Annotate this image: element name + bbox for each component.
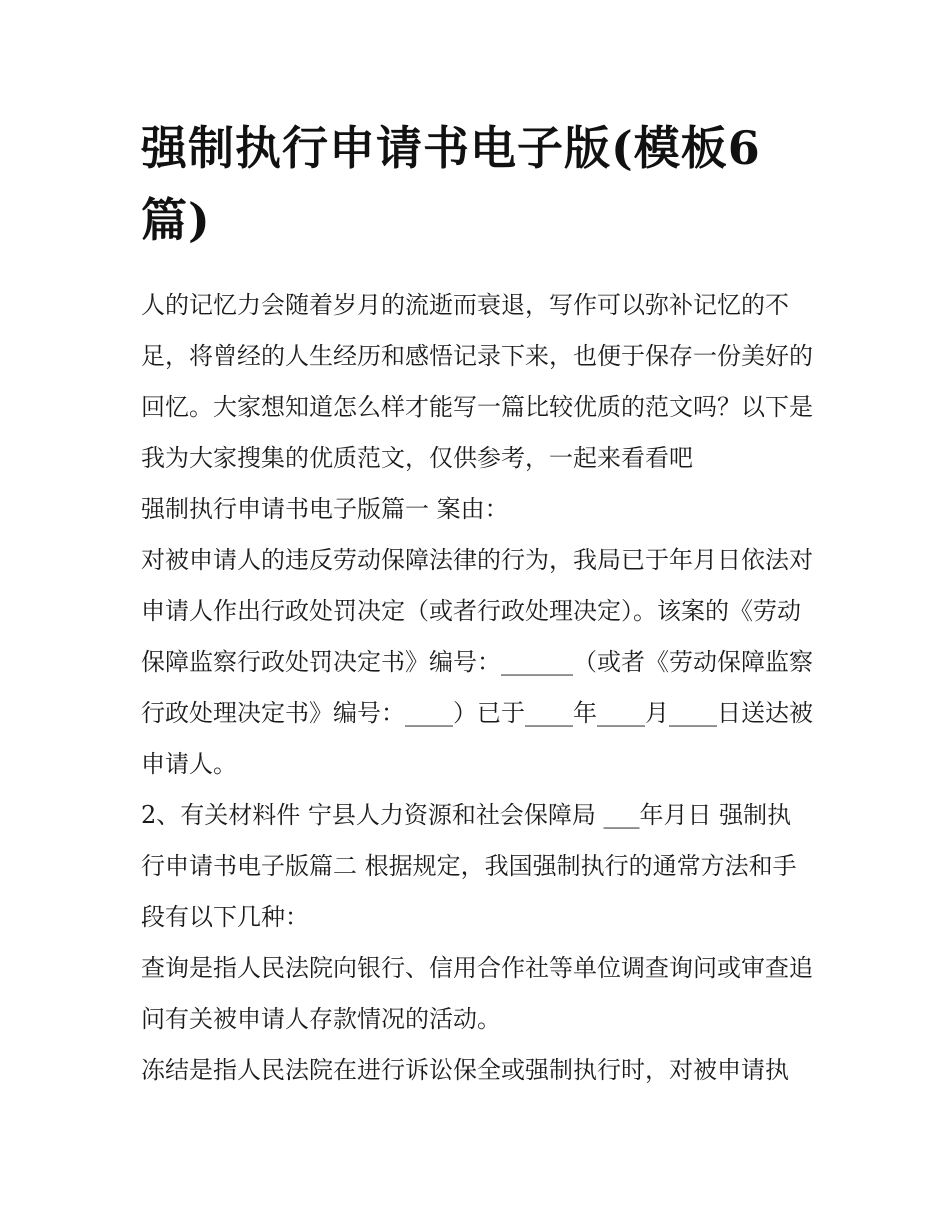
case-paragraph: 对被申请人的违反劳动保障法律的行为，我局已于年月日依法对申请人作出行政处罚决定（或者行政处理决定）。该案的《劳动保障监察行政处罚决定书》编号：______（或者《劳动保障监察行政处理决定书》编号：____）已于____年____月____日送达被申请人。 (141, 546, 813, 778)
section-one-heading: 强制执行申请书电子版篇一 案由： (141, 495, 509, 523)
query-paragraph: 查询是指人民法院向银行、信用合作社等单位调查询问或审查追问有关被申请人存款情况的活动。 (141, 954, 813, 1033)
intro-paragraph: 人的记忆力会随着岁月的流逝而衰退，写作可以弥补记忆的不足，将曾经的人生经历和感悟记录下来，也便于保存一份美好的回忆。大家想知道怎么样才能写一篇比较优质的范文吗？以下是我为大家搜集的优质范文，仅供参考，一起来看看吧 (141, 291, 813, 472)
document-title: 强制执行申请书电子版(模板6篇) (141, 121, 761, 247)
materials-paragraph: 2、有关材料件 宁县人力资源和社会保障局 ___年月日 强制执行申请书电子版篇二 根据规定，我国强制执行的通常方法和手段有以下几种： (141, 801, 797, 931)
freeze-paragraph: 冻结是指人民法院在进行诉讼保全或强制执行时，对被申请执 (141, 1056, 789, 1084)
document-body (141, 112, 813, 1096)
